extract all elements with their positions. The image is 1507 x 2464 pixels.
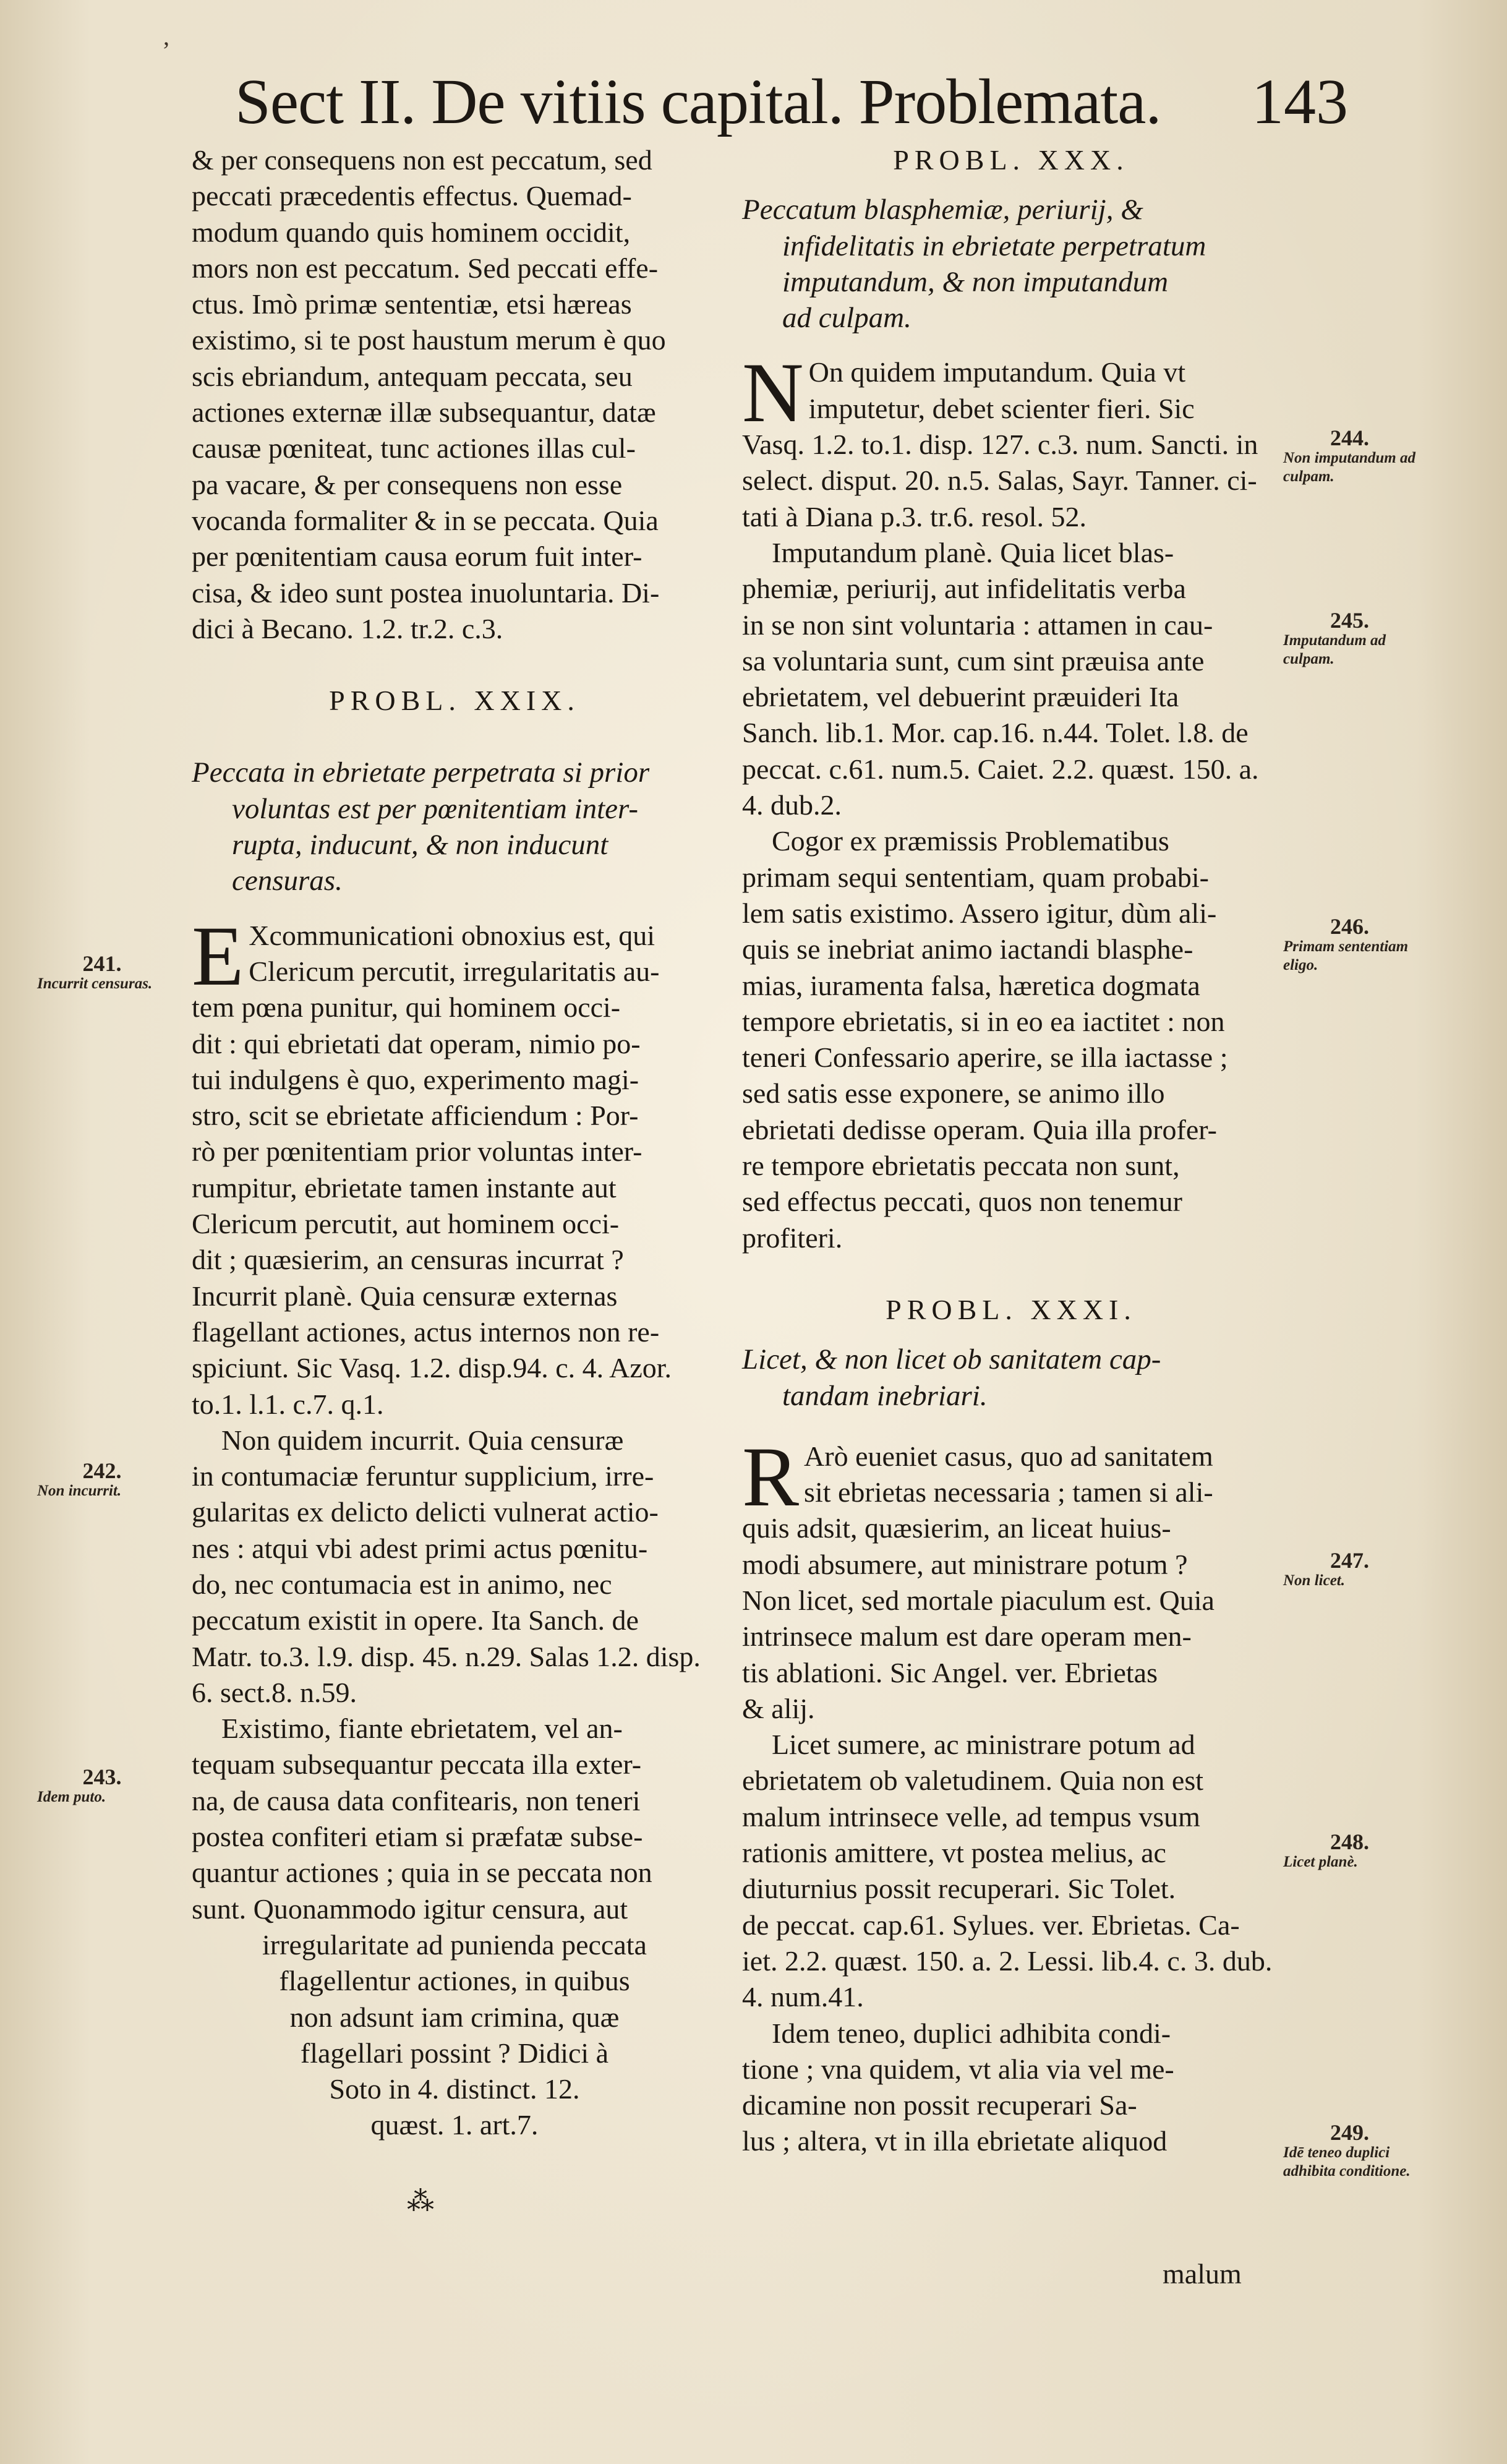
text-line: peccat. c.61. num.5. Caiet. 2.2. quæst. 150. a. — [742, 753, 1259, 785]
text-line: to.1. l.1. c.7. q.1. — [192, 1388, 384, 1420]
text-line: postea confiteri etiam si præfatæ subse- — [192, 1821, 643, 1853]
text-line: profiteri. — [742, 1221, 843, 1254]
text-line: Arò eueniet casus, quo ad sanitatem — [804, 1440, 1213, 1472]
text-line: stro, scit se ebrietate afficiendum : Por- — [192, 1100, 639, 1132]
margin-note — [37, 1460, 167, 1500]
margin-note-number: 241. — [82, 951, 122, 976]
text-line: pa vacare, & per consequens non esse — [192, 468, 623, 500]
text-line: vocanda formaliter & in se peccata. Quia — [192, 504, 659, 536]
margin-note-text: Non imputandum ad culpam. — [1283, 450, 1415, 485]
text-line: irregularitate ad punienda peccata — [262, 1928, 647, 1961]
text-line: lem satis existimo. Assero igitur, dùm ali- — [742, 897, 1217, 929]
rubric-line: Peccatum blasphemiæ, periurij, & — [742, 194, 1143, 226]
text-line: Clericum percutit, aut hominem occi- — [192, 1208, 620, 1240]
margin-note — [1283, 1549, 1416, 1590]
text-line: re tempore ebrietatis peccata non sunt, — [742, 1150, 1180, 1182]
margin-note — [1283, 609, 1416, 669]
text-line: modum quando quis hominem occidit, — [192, 216, 631, 248]
text-line: Cogor ex præmissis Problematibus — [772, 825, 1169, 857]
text-line: Incurrit planè. Quia censuræ externas — [192, 1280, 618, 1312]
text-line: rationis amittere, vt postea melius, ac — [742, 1837, 1166, 1869]
text-line: malum intrinsece velle, ad tempus vsum — [742, 1800, 1200, 1833]
paragraph — [742, 345, 1280, 534]
rubric-line: imputandum, & non imputandum — [782, 265, 1169, 298]
text-line: tui indulgens è quo, experimento magi- — [192, 1063, 639, 1095]
text-line: actiones externæ illæ subsequantur, datæ — [192, 396, 656, 429]
problem-rubric — [192, 755, 717, 899]
margin-note-text: Idē teneo duplici adhibita conditione. — [1283, 2144, 1411, 2180]
text-line: teneri Confessario aperire, se illa iactasse ; — [742, 1042, 1228, 1074]
left-column — [192, 142, 717, 2144]
margin-note-number: 247. — [1330, 1548, 1369, 1573]
text-line: gularitas ex delicto delicti vulnerat actio- — [192, 1496, 659, 1528]
text-line: sa voluntaria sunt, cum sint præuisa ante — [742, 644, 1205, 677]
text-line: Idem teneo, duplici adhibita condi- — [772, 2017, 1171, 2049]
text-line: On quidem imputandum. Quia vt — [808, 356, 1186, 388]
text-line: ebrietatem, vel debuerint præuideri Ita — [742, 681, 1179, 713]
margin-note-number: 243. — [82, 1765, 122, 1789]
text-line: quantur actiones ; quia in se peccata non — [192, 1857, 652, 1889]
margin-note — [37, 952, 167, 993]
asterism-ornament: ⁂ — [407, 2186, 434, 2217]
text-line: de peccat. cap.61. Sylues. ver. Ebrietas. Ca- — [742, 1909, 1240, 1941]
paragraph — [742, 1429, 1280, 1727]
running-head — [235, 62, 1348, 142]
text-line: sunt. Quonammodo igitur censura, aut — [192, 1893, 628, 1925]
paragraph — [742, 1727, 1280, 2015]
text-line: Non licet, sed mortale piaculum est. Quia — [742, 1584, 1215, 1616]
margin-note — [1283, 427, 1416, 486]
rubric-line: Peccata in ebrietate perpetrata si prior — [192, 756, 650, 789]
text-line: Existimo, fiante ebrietatem, vel an- — [221, 1713, 623, 1745]
text-line: do, nec contumacia est in animo, nec — [192, 1568, 612, 1600]
text-line: 4. num.41. — [742, 1981, 864, 2013]
text-line: nes : atqui vbi adest primi actus pœnitu- — [192, 1532, 648, 1564]
text-line: dici à Becano. 1.2. tr.2. c.3. — [192, 612, 503, 644]
corner-mark: ’ — [162, 36, 171, 64]
margin-note — [37, 1766, 167, 1807]
margin-note-text: Non incurrit. — [37, 1482, 122, 1499]
text-line: primam sequi sententiam, quam probabi- — [742, 861, 1209, 893]
rubric-line: rupta, inducunt, & non inducunt — [232, 829, 608, 862]
margin-note-text: Incurrit censuras. — [37, 975, 153, 992]
text-line: rò per pœnitentiam prior voluntas inter- — [192, 1136, 643, 1168]
text-line: sed satis esse exponere, se animo illo — [742, 1077, 1165, 1110]
text-line: iet. 2.2. quæst. 150. a. 2. Lessi. lib.4. c. 3. dub. — [742, 1944, 1273, 1977]
margin-note-number: 246. — [1330, 914, 1369, 939]
text-line: ctus. Imò primæ sententiæ, etsi hæreas — [192, 288, 632, 320]
text-line: Vasq. 1.2. to.1. disp. 127. c.3. num. Sancti. in — [742, 429, 1258, 461]
text-line: & per consequens non est peccatum, sed — [192, 144, 652, 176]
problem-heading: PROBL. XXXI. — [886, 1293, 1137, 1325]
text-line: dit ; quæsierim, an censuras incurrat ? — [192, 1244, 624, 1276]
text-line: peccati præcedentis effectus. Quemad- — [192, 180, 632, 212]
rubric-line: Licet, & non licet ob sanitatem cap- — [742, 1343, 1161, 1376]
margin-note — [1283, 915, 1416, 975]
margin-note-text: Licet planè. — [1283, 1854, 1358, 1870]
text-line: existimo, si te post haustum merum è quo — [192, 324, 666, 356]
margin-note-number: 249. — [1330, 2120, 1369, 2145]
text-line: & alij. — [742, 1692, 815, 1724]
margin-note-text: Non licet. — [1283, 1572, 1345, 1589]
text-line: quis se inebriat animo iactandi blasphe- — [742, 933, 1193, 965]
drop-cap: N — [742, 345, 804, 440]
text-line: Sanch. lib.1. Mor. cap.16. n.44. Tolet. l.8. de — [742, 717, 1249, 749]
text-line: Matr. to.3. l.9. disp. 45. n.29. Salas 1.2. disp. — [192, 1640, 701, 1672]
paragraph — [192, 908, 717, 1422]
text-line: phemiæ, periurij, aut infidelitatis verba — [742, 573, 1186, 605]
text-line: intrinsece malum est dare operam men- — [742, 1620, 1192, 1653]
margin-note-text: Imputandum ad culpam. — [1283, 632, 1386, 667]
text-line: Non quidem incurrit. Quia censuræ — [221, 1424, 624, 1456]
text-line: tione ; vna quidem, vt alia via vel me- — [742, 2053, 1174, 2085]
text-line: sit ebrietas necessaria ; tamen si ali- — [804, 1476, 1213, 1508]
margin-note-number: 245. — [1330, 608, 1369, 633]
text-line: Soto in 4. distinct. 12. — [329, 2073, 580, 2105]
text-line: dicamine non possit recuperari Sa- — [742, 2089, 1137, 2121]
margin-note — [1283, 2121, 1416, 2181]
catchword: malum — [1163, 2258, 1242, 2290]
text-line: non adsunt iam crimina, quæ — [289, 2001, 620, 2033]
text-line: flagellant actiones, actus internos non re- — [192, 1315, 660, 1348]
text-line: 4. dub.2. — [742, 789, 842, 821]
text-line: Imputandum planè. Quia licet blas- — [772, 536, 1174, 568]
drop-cap: E — [192, 908, 244, 1003]
margin-note-number: 242. — [82, 1458, 122, 1483]
rubric-line: tandam inebriari. — [782, 1379, 988, 1412]
text-line: modi absumere, aut ministrare potum ? — [742, 1548, 1188, 1580]
text-line: mors non est peccatum. Sed peccati effe- — [192, 252, 659, 284]
margin-note-text: Idem puto. — [37, 1789, 106, 1805]
text-line: tis ablationi. Sic Angel. ver. Ebrietas — [742, 1656, 1158, 1688]
problem-heading: PROBL. XXX. — [893, 144, 1129, 176]
text-line: Clericum percutit, irregularitatis au- — [249, 955, 660, 987]
text-line: tem pœna punitur, qui hominem occi- — [192, 991, 621, 1024]
text-line: Licet sumere, ac ministrare potum ad — [772, 1729, 1195, 1761]
margin-note — [1283, 1831, 1416, 1872]
margin-note-number: 248. — [1330, 1829, 1369, 1854]
text-line: dit : qui ebrietati dat operam, nimio po- — [192, 1027, 641, 1059]
text-line: tequam subsequantur peccata illa exter- — [192, 1748, 642, 1781]
text-line: tempore ebrietatis, si in eo ea iactitet : non — [742, 1005, 1225, 1037]
paragraph — [742, 535, 1280, 823]
text-line: tati à Diana p.3. tr.6. resol. 52. — [742, 500, 1086, 533]
text-line: rumpitur, ebrietate tamen instante aut — [192, 1171, 617, 1204]
text-line: na, de causa data confitearis, non teneri — [192, 1784, 641, 1816]
text-line: flagellari possint ? Didici à — [300, 2037, 609, 2069]
text-line: peccatum existit in opere. Ita Sanch. de — [192, 1604, 639, 1636]
text-line: in contumaciæ feruntur supplicium, irre- — [192, 1460, 654, 1492]
margin-note-text: Primam sententiam eligo. — [1283, 938, 1409, 973]
text-line: quæst. 1. art.7. — [370, 2109, 539, 2141]
text-line: quis adsit, quæsierim, an liceat huius- — [742, 1512, 1171, 1544]
continuation-paragraph — [192, 142, 717, 647]
paragraph — [192, 1711, 717, 2144]
problem-heading: PROBL. XXIX. — [329, 685, 580, 717]
rubric-line: voluntas est per pœnitentiam inter- — [232, 792, 638, 825]
text-line: per pœnitentiam causa eorum fuit inter- — [192, 541, 643, 573]
problem-rubric — [742, 192, 1280, 336]
text-line: mias, iuramenta falsa, hæretica dogmata — [742, 969, 1200, 1001]
paragraph — [192, 1422, 717, 1711]
text-line: causæ pœniteat, tunc actiones illas cul- — [192, 432, 636, 464]
running-head-title: Sect II. De vitiis capital. Problemata. — [235, 66, 1161, 137]
rubric-line: censuras. — [232, 865, 343, 897]
paragraph — [742, 823, 1280, 1256]
text-line: scis ebriandum, antequam peccata, seu — [192, 360, 633, 392]
text-line: Xcommunicationi obnoxius est, qui — [249, 919, 655, 951]
text-line: flagellentur actiones, in quibus — [279, 1965, 630, 1997]
text-line: select. disput. 20. n.5. Salas, Sayr. Tanner. ci- — [742, 464, 1257, 497]
text-line: ebrietati dedisse operam. Quia illa profer- — [742, 1113, 1217, 1145]
drop-cap: R — [742, 1429, 800, 1524]
rubric-line: infidelitatis in ebrietate perpetratum — [782, 229, 1206, 262]
right-column — [742, 142, 1280, 2160]
rubric-line: ad culpam. — [782, 302, 911, 335]
page-number: 143 — [1252, 66, 1348, 137]
text-line: diuturnius possit recuperari. Sic Tolet. — [742, 1873, 1176, 1905]
text-line: in se non sint voluntaria : attamen in cau- — [742, 609, 1213, 641]
text-line: imputetur, debet scienter fieri. Sic — [808, 392, 1195, 424]
text-line: 6. sect.8. n.59. — [192, 1676, 357, 1708]
margin-note-number: 244. — [1330, 426, 1369, 450]
text-line: ebrietatem ob valetudinem. Quia non est — [742, 1765, 1203, 1797]
text-line: cisa, & ideo sunt postea inuoluntaria. Di- — [192, 576, 660, 609]
text-line: lus ; altera, vt in illa ebrietate aliquod — [742, 2125, 1168, 2157]
paragraph — [742, 2016, 1280, 2160]
problem-rubric — [742, 1341, 1280, 1414]
text-line: sed effectus peccati, quos non tenemur — [742, 1186, 1182, 1218]
text-line: spiciunt. Sic Vasq. 1.2. disp.94. c. 4. Azor. — [192, 1352, 672, 1384]
